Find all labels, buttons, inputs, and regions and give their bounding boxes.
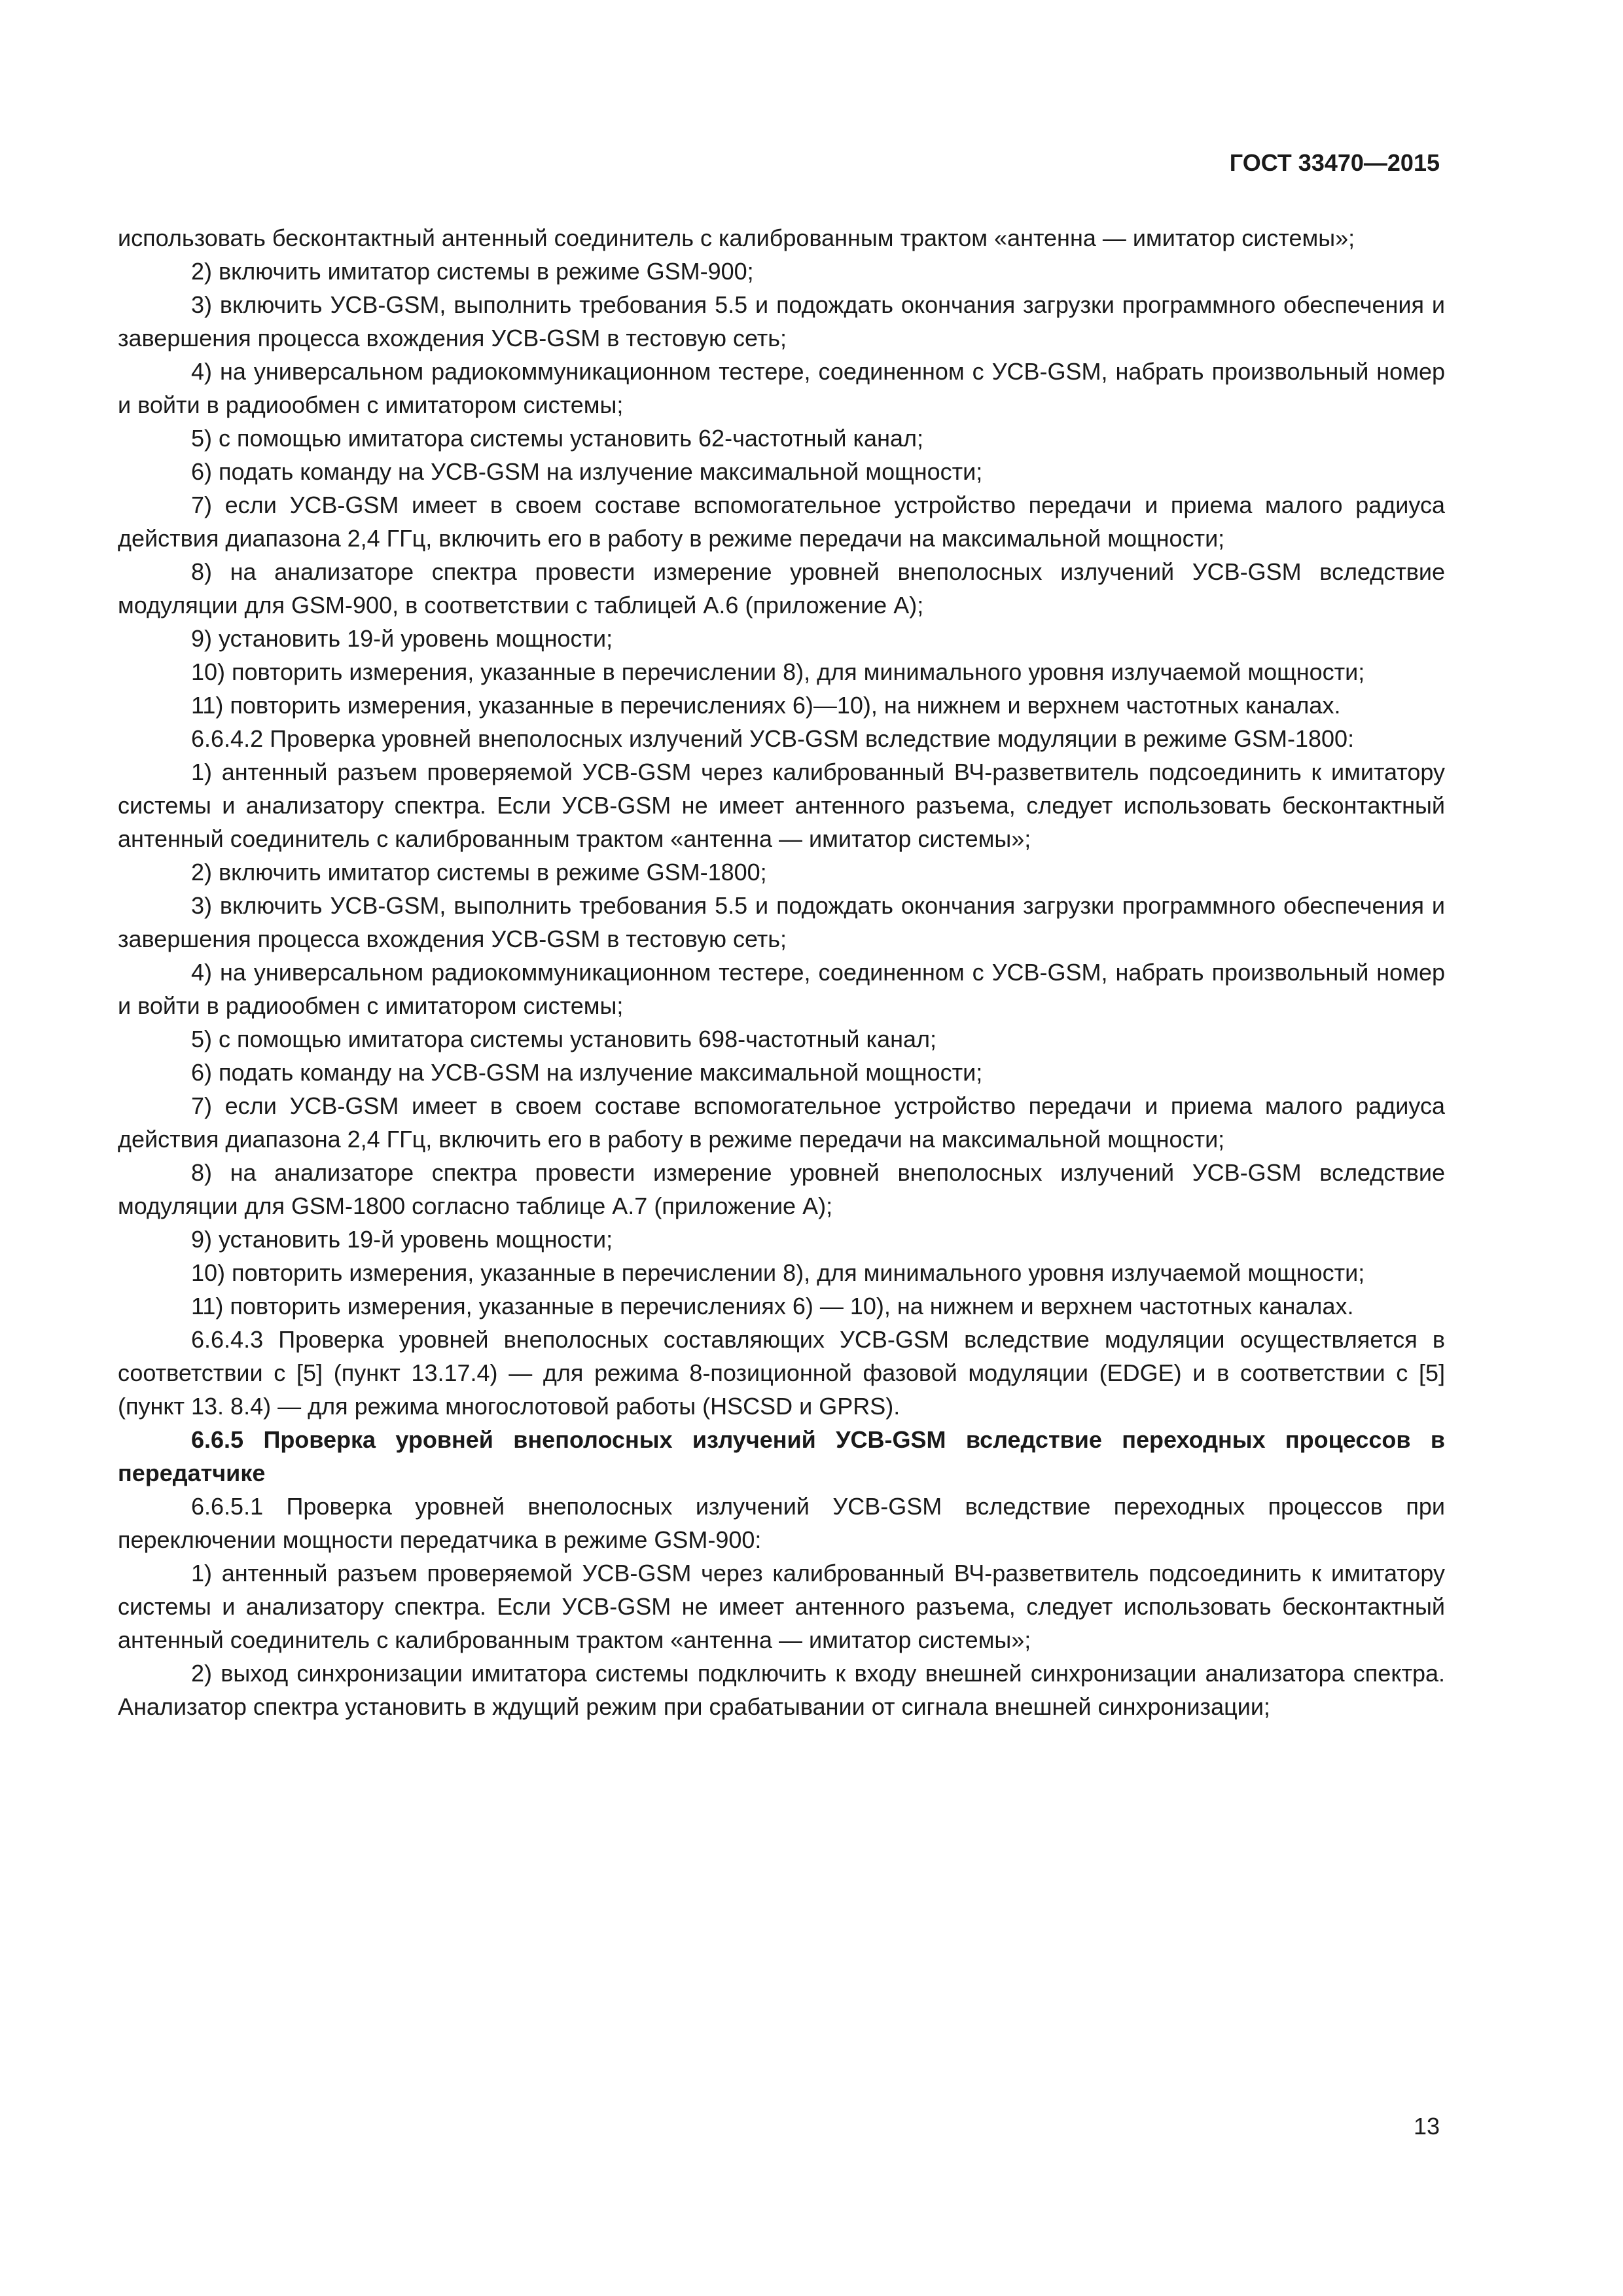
list-item: 8) на анализаторе спектра провести измерение уровней внеполосных излучений УСВ-GSM вследствие модуляции для GSM-1800 согласно таблице А.7 (приложение А); xyxy=(118,1159,1445,1219)
list-item: 3) включить УСВ-GSM, выполнить требования 5.5 и подождать окончания загрузки программного обеспечения и завершения процесса вхождения УСВ-GSM в тестовую сеть; xyxy=(118,291,1445,351)
subsection-paragraph: 6.6.4.3 Проверка уровней внеполосных составляющих УСВ-GSM вследствие модуляции осуществляется в соответствии с [5] (пункт 13.17.4) — для режима 8-позиционной фазовой модуляции (EDGE) и в соответствии с [5] (пункт 13. 8.4) — для режима многослотовой работы (HSCSD и GPRS). xyxy=(118,1326,1445,1420)
list-item: 11) повторить измерения, указанные в перечислениях 6) — 10), на нижнем и верхнем частотных каналах. xyxy=(191,1293,1354,1319)
standard-code-header: ГОСТ 33470—2015 xyxy=(1229,149,1440,176)
list-item: 5) с помощью имитатора системы установить 698-частотный канал; xyxy=(191,1026,937,1052)
list-item: 6) подать команду на УСВ-GSM на излучение максимальной мощности; xyxy=(191,1059,983,1086)
list-item: 4) на универсальном радиокоммуникационном тестере, соединенном с УСВ-GSM, набрать произвольный номер и войти в радиообмен с имитатором системы; xyxy=(118,358,1445,418)
list-item: 10) повторить измерения, указанные в перечислении 8), для минимального уровня излучаемой мощности; xyxy=(191,658,1365,685)
section-heading: 6.6.5 Проверка уровней внеполосных излучений УСВ-GSM вследствие переходных процессов в передатчике xyxy=(118,1426,1445,1486)
paragraph: использовать бесконтактный антенный соединитель с калиброванным трактом «антенна — имитатор системы»; xyxy=(118,224,1355,251)
list-item: 2) выход синхронизации имитатора системы подключить к входу внешней синхронизации анализатора спектра. Анализатор спектра установить в ждущий режим при срабатывании от сигнала внешней синхронизации; xyxy=(118,1660,1445,1720)
list-item: 8) на анализаторе спектра провести измерение уровней внеполосных излучений УСВ-GSM вследствие модуляции для GSM-900, в соответствии с таблицей А.6 (приложение А); xyxy=(118,558,1445,619)
list-item: 3) включить УСВ-GSM, выполнить требования 5.5 и подождать окончания загрузки программного обеспечения и завершения процесса вхождения УСВ-GSM в тестовую сеть; xyxy=(118,892,1445,952)
subsection-paragraph: 6.6.4.2 Проверка уровней внеполосных излучений УСВ-GSM вследствие модуляции в режиме GSM-1800: xyxy=(191,725,1355,752)
subsection-paragraph: 6.6.5.1 Проверка уровней внеполосных излучений УСВ-GSM вследствие переходных процессов при переключении мощности передатчика в режиме GSM-900: xyxy=(118,1493,1445,1553)
list-item: 7) если УСВ-GSM имеет в своем составе вспомогательное устройство передачи и приема малого радиуса действия диапазона 2,4 ГГц, включить его в работу в режиме передачи на максимальной мощности; xyxy=(118,1092,1445,1153)
list-item: 9) установить 19-й уровень мощности; xyxy=(191,625,613,652)
list-item: 1) антенный разъем проверяемой УСВ-GSM через калиброванный ВЧ-разветвитель подсоединить к имитатору системы и анализатору спектра. Если УСВ-GSM не имеет антенного разъема, следует использовать бесконтактный антенный соединитель с калиброванным трактом «антенна — имитатор системы»; xyxy=(118,1560,1445,1653)
page-number: 13 xyxy=(1413,2113,1440,2140)
list-item: 9) установить 19-й уровень мощности; xyxy=(191,1226,613,1253)
list-item: 10) повторить измерения, указанные в перечислении 8), для минимального уровня излучаемой мощности; xyxy=(191,1259,1365,1286)
list-item: 7) если УСВ-GSM имеет в своем составе вспомогательное устройство передачи и приема малого радиуса действия диапазона 2,4 ГГц, включить его в работу в режиме передачи на максимальной мощности; xyxy=(118,492,1445,552)
list-item: 5) с помощью имитатора системы установить 62-частотный канал; xyxy=(191,425,923,452)
document-body xyxy=(118,221,1445,1723)
list-item: 1) антенный разъем проверяемой УСВ-GSM через калиброванный ВЧ-разветвитель подсоединить к имитатору системы и анализатору спектра. Если УСВ-GSM не имеет антенного разъема, следует использовать бесконтактный антенный соединитель с калиброванным трактом «антенна — имитатор системы»; xyxy=(118,759,1445,852)
list-item: 2) включить имитатор системы в режиме GSM-900; xyxy=(191,258,754,285)
list-item: 11) повторить измерения, указанные в перечислениях 6)—10), на нижнем и верхнем частотных каналах. xyxy=(191,692,1341,719)
list-item: 2) включить имитатор системы в режиме GSM-1800; xyxy=(191,859,767,886)
list-item: 6) подать команду на УСВ-GSM на излучение максимальной мощности; xyxy=(191,458,983,485)
list-item: 4) на универсальном радиокоммуникационном тестере, соединенном с УСВ-GSM, набрать произвольный номер и войти в радиообмен с имитатором системы; xyxy=(118,959,1445,1019)
